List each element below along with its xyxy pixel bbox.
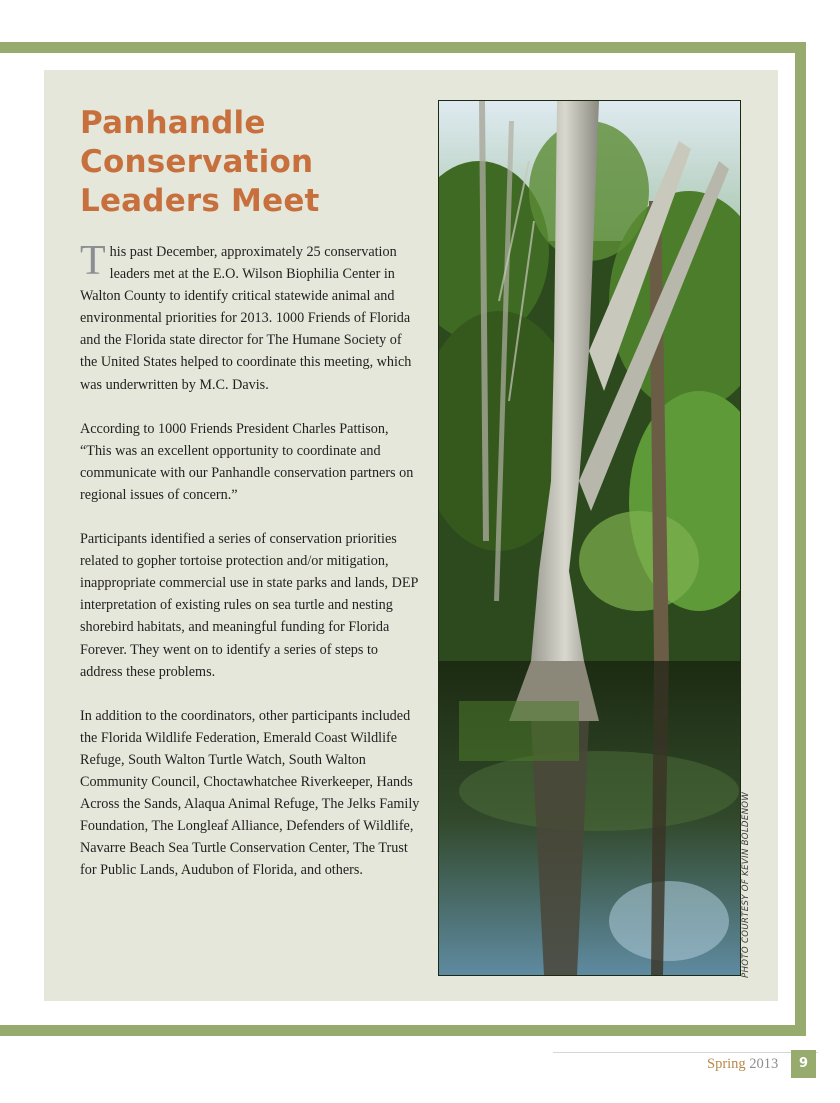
footer-rule <box>553 1052 818 1053</box>
article-paragraph: Participants identified a series of conservation priorities related to gopher tortoise protection and/or mitigation, inappropriate commercial use in state parks and lands, DEP interpretation of existing rules on sea turtle and nesting shorebird habitats, and meaningful funding for Florida Forever. They went on to identify a series of steps to address these problems. <box>80 531 418 680</box>
issue-season: Spring <box>707 1056 746 1072</box>
cypress-swamp-photo <box>438 100 741 976</box>
issue-year: 2013 <box>749 1056 779 1072</box>
article-paragraph: In addition to the coordinators, other participants included the Florida Wildlife Federation, Emerald Coast Wildlife Refuge, South Walton Turtle Watch, South Walton Community Council, Choctawhatchee Riverkeeper, Hands Across the Sands, Alaqua Animal Refuge, The Jelks Family Foundation, The Longleaf Alliance, Defenders of Wildlife, Navarre Beach Sea Turtle Conservation Center, The Trust for Public Lands, Audubon of Florida, and others. <box>80 707 420 879</box>
article-paragraph <box>80 238 420 396</box>
drop-cap: T <box>80 238 106 284</box>
frame-bottom-border <box>0 1025 806 1036</box>
frame-right-border <box>795 42 806 1036</box>
paragraph-text: his past December, approximately 25 conservation leaders met at the E.O. Wilson Biophilia Center in Walton County to identify critical statewide animal and environmental priorities for 2013. 1000 Friends of Florida and the Florida state director for The Humane Society of the United States helped to coordinate this meeting, which was underwritten by M.C. Davis. <box>80 244 412 393</box>
issue-label <box>707 1054 778 1074</box>
headline-line: Conservation <box>80 144 314 180</box>
page-number: 9 <box>791 1050 816 1078</box>
photo-illustration <box>439 101 740 975</box>
headline-line: Leaders Meet <box>80 183 320 219</box>
article-body <box>80 238 420 903</box>
headline-line: Panhandle <box>80 105 266 141</box>
frame-top-border <box>0 42 806 53</box>
article-headline <box>80 104 410 221</box>
photo-credit: PHOTO COURTESY OF KEVIN BOLDENOW <box>741 791 751 978</box>
article-paragraph: According to 1000 Friends President Charles Pattison, “This was an excellent opportunity to coordinate and communicate with our Panhandle conservation partners on regional issues of concern.” <box>80 420 414 503</box>
